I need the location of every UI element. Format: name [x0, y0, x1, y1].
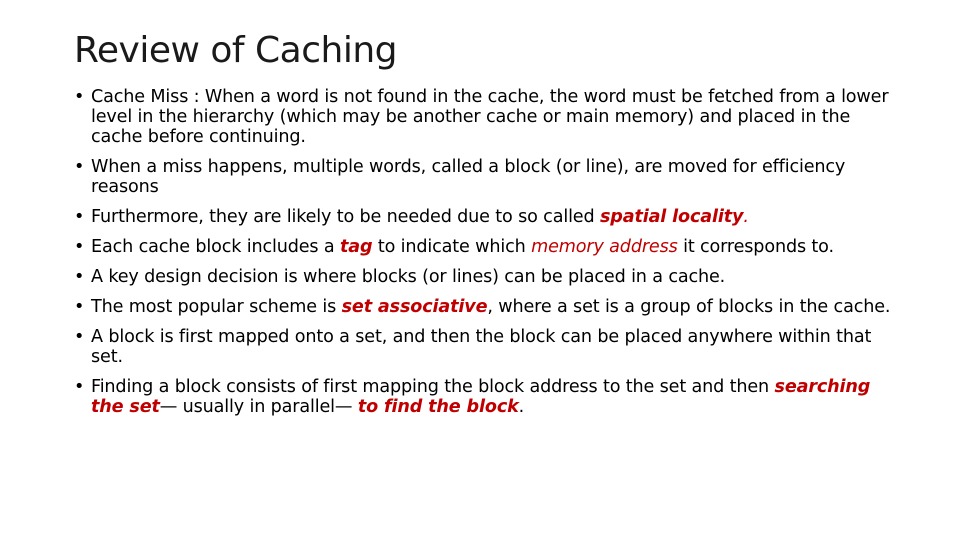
emphasis-text: to find the block [357, 397, 519, 417]
bullet-item [74, 267, 904, 287]
bullet-text: to indicate which [372, 237, 532, 257]
bullet-text: A key design decision is where blocks (or lines) can be placed in a cache. [91, 267, 726, 287]
bullet-text: Each cache block includes a [91, 237, 340, 257]
bullet-dot: • [74, 207, 85, 227]
bullet-text: The most popular scheme is [91, 297, 342, 317]
slide-title: Review of Caching [74, 30, 398, 71]
bullet-item [74, 327, 904, 367]
bullet-dot: • [74, 237, 85, 257]
bullet-text: When a miss happens, multiple words, called a block (or line), are moved for efficiency reasons [91, 157, 846, 197]
emphasis-text: searching the set [91, 377, 871, 417]
bullet-item [74, 237, 904, 257]
bullet-item [74, 377, 904, 417]
bullet-text: — usually in parallel— [159, 397, 358, 417]
bullet-text: Furthermore, they are likely to be needed due to so called [91, 207, 600, 227]
bullet-text: A block is first mapped onto a set, and then the block can be placed anywhere within that set. [91, 327, 872, 367]
bullet-item [74, 297, 904, 317]
bullet-item [74, 157, 904, 197]
bullet-text: it corresponds to. [677, 237, 834, 257]
emphasis-text: set associative [341, 297, 488, 317]
bullet-dot: • [74, 267, 85, 287]
bullet-item [74, 87, 904, 147]
bullet-text: , where a set is a group of blocks in the cache. [487, 297, 891, 317]
bullet-dot: • [74, 87, 85, 107]
emphasis-text: spatial locality [599, 207, 744, 227]
bullet-dot: • [74, 297, 85, 317]
emphasis-text: . [743, 207, 749, 227]
bullet-text: Finding a block consists of first mapping the block address to the set and then [91, 377, 775, 397]
bullet-dot: • [74, 327, 85, 347]
bullet-text: Cache Miss : When a word is not found in the cache, the word must be fetched from a lower level in the hierarchy (which may be another cache or main memory) and placed in the cache before continuing. [91, 87, 889, 147]
bullet-list [74, 87, 904, 427]
emphasis-text: memory address [531, 237, 678, 257]
bullet-dot: • [74, 377, 85, 397]
bullet-dot: • [74, 157, 85, 177]
bullet-text: . [518, 397, 525, 417]
emphasis-text: tag [339, 237, 373, 257]
bullet-item [74, 207, 904, 227]
